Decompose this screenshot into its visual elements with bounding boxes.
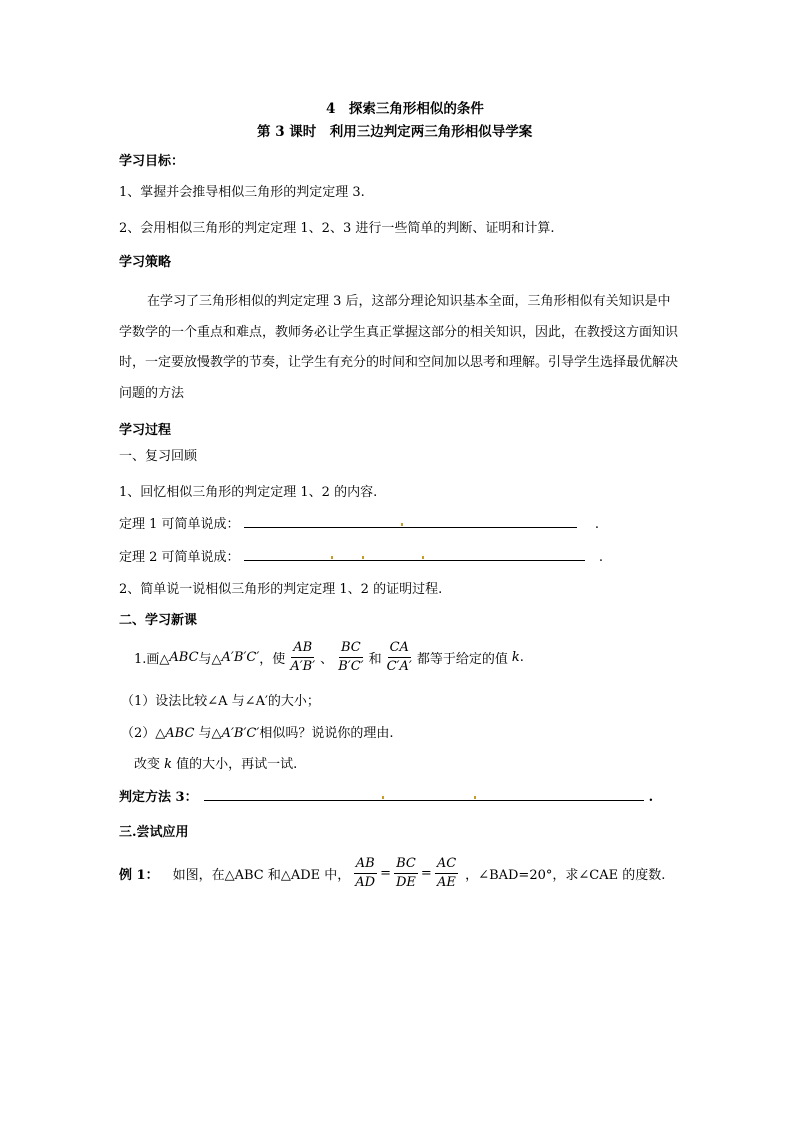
task-1-row	[134, 639, 524, 676]
triangle-abc: ABC	[165, 726, 195, 741]
method-3-row	[119, 786, 653, 805]
marker-dot	[401, 523, 403, 526]
fraction-numerator: AC	[435, 855, 458, 874]
fraction-numerator: BC	[394, 855, 418, 874]
goal-item-2: 2、会用相似三角形的判定定理 1、2、3 进行一些简单的判断、证明和计算.	[119, 221, 555, 236]
triangle-abc: ABC	[169, 650, 199, 665]
goal-item-1: 1、掌握并会推导相似三角形的判定定理 3.	[119, 185, 365, 200]
theorem2-row	[119, 546, 603, 565]
fraction-numerator: BC	[339, 639, 363, 658]
marker-dot	[422, 556, 424, 559]
sub-question-2-mid: 与△	[194, 726, 222, 741]
task-1-end: .	[519, 650, 524, 665]
theorem1-answer-blank[interactable]	[244, 513, 577, 528]
strategy-paragraph-text: 在学习了三角形相似的判定定理 3 后，这部分理论知识基本全面，三角形相似有关知识是中学数学的一个重点和难点，教师务必让学生真正掌握这部分的相关知识，因此，在教授这方面知识时，一定要放慢教学的节奏，让学生有充分的时间和空间加以思考和理解。引导学生选择最优解决问题的方法	[119, 294, 679, 401]
fraction-numerator: CA	[388, 639, 411, 658]
marker-dot	[331, 556, 333, 559]
task-1-equal-to: 都等于给定的值	[416, 652, 508, 667]
strategy-paragraph	[119, 287, 679, 409]
new-lesson-heading: 二、学习新课	[119, 613, 198, 628]
fraction-denominator: C′A′	[386, 659, 412, 674]
sub-question-2-suffix: 相似吗？说说你的理由.	[259, 726, 394, 741]
theorem1-period: .	[594, 517, 599, 532]
change-k-suffix: 值的大小，再试一试.	[172, 757, 298, 772]
marker-dot	[474, 796, 476, 799]
application-heading: 三.尝试应用	[119, 825, 189, 840]
fraction-denominator: AE	[437, 875, 456, 890]
fraction-numerator: AB	[291, 639, 314, 658]
strategy-heading: 学习策略	[119, 255, 172, 270]
marker-dot	[362, 556, 364, 559]
theorem1-label: 定理 1 可简单说成：	[119, 517, 240, 532]
fraction-ab-over-ad	[353, 855, 377, 892]
theorem2-label: 定理 2 可简单说成：	[119, 550, 240, 565]
fraction-denominator: B′C′	[338, 659, 364, 674]
theorem2-period: .	[598, 550, 603, 565]
theorem2-answer-blank[interactable]	[244, 546, 585, 561]
fraction-bc-over-de	[394, 855, 418, 892]
document-title-line1: 4 探索三角形相似的条件	[326, 101, 484, 117]
sub-question-2	[121, 722, 393, 741]
fraction-denominator: AD	[355, 875, 376, 890]
fraction-ab-over-a-prime-b-prime	[288, 639, 317, 676]
value-k: k	[164, 757, 173, 772]
equals-sign: =	[380, 866, 391, 881]
method-3-label: 判定方法 3：	[119, 790, 198, 805]
task-1-make: ，使	[259, 652, 286, 667]
task-1-separator: 、	[320, 652, 334, 667]
task-1-and: 和	[368, 652, 382, 667]
fraction-denominator: A′B′	[290, 659, 316, 674]
goals-heading: 学习目标：	[119, 154, 185, 169]
sub-question-1: （1）设法比较∠A 与∠A′的大小；	[121, 694, 320, 709]
fraction-denominator: DE	[396, 875, 416, 890]
example-1-text-2: ，∠BAD=20°，求∠CAE 的度数.	[465, 868, 666, 883]
triangle-a-prime-b-prime-c-prime: A′B′C′	[221, 726, 260, 741]
fraction-numerator: AB	[354, 855, 377, 874]
method-3-end: .	[648, 790, 654, 805]
task-1-prefix: 1.画△	[134, 652, 170, 667]
review-heading: 一、复习回顾	[119, 449, 198, 464]
method-3-answer-blank[interactable]	[204, 786, 644, 801]
document-title-line2: 第 3 课时 利用三边判定两三角形相似导学案	[257, 124, 533, 140]
equals-sign: =	[420, 866, 432, 881]
review-question-2: 2、简单说一说相似三角形的判定定理 1、2 的证明过程.	[119, 582, 443, 597]
marker-dot	[382, 796, 384, 799]
sub-question-2-prefix: （2）△	[121, 726, 166, 741]
change-k-prefix: 改变	[134, 757, 165, 772]
value-k: k	[511, 650, 520, 665]
example-1-label: 例 1：	[119, 868, 159, 883]
example-1-row	[119, 855, 665, 892]
fraction-bc-over-b-prime-c-prime	[336, 639, 365, 676]
task-1-with: 与△	[198, 652, 222, 667]
change-k-instruction	[134, 753, 297, 772]
process-heading: 学习过程	[119, 423, 172, 438]
fraction-ca-over-c-prime-a-prime	[385, 639, 414, 676]
example-1-text-1: 如图，在△ABC 和△ADE 中，	[172, 868, 351, 883]
triangle-a-prime-b-prime-c-prime: A′B′C′	[221, 650, 260, 665]
review-question-1: 1、回忆相似三角形的判定定理 1、2 的内容.	[119, 485, 378, 500]
fraction-ac-over-ae	[435, 855, 458, 892]
theorem1-row	[119, 513, 599, 532]
